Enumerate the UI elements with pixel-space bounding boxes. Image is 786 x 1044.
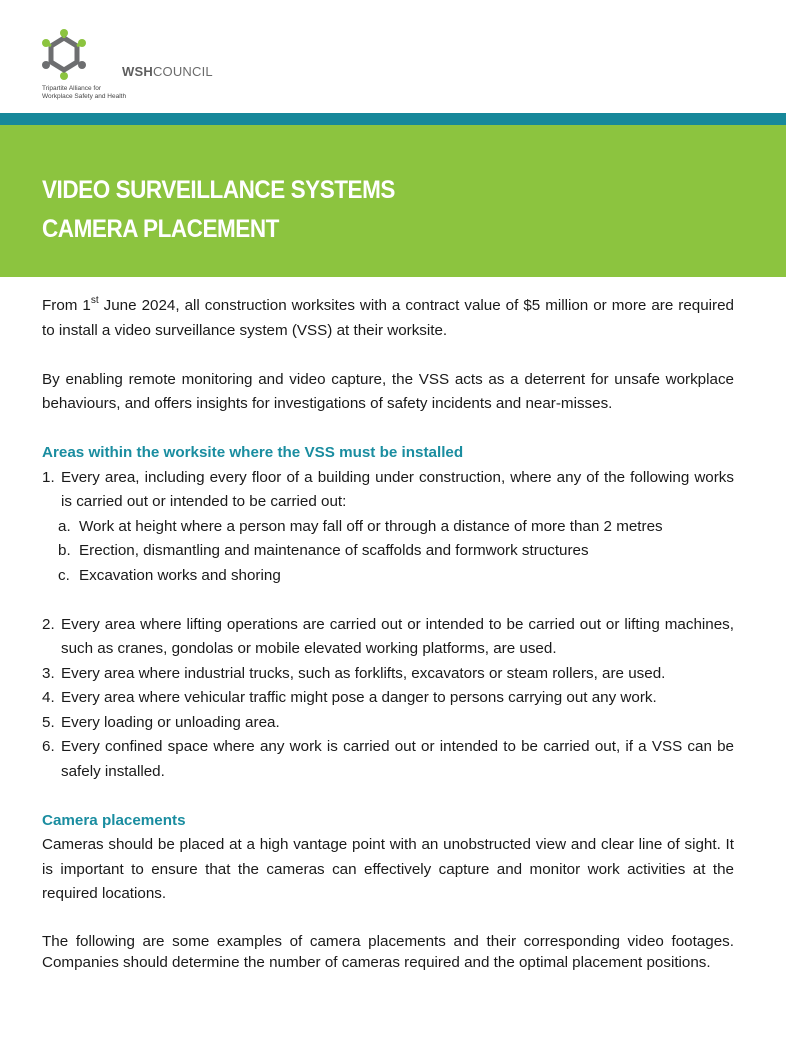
wsh-council-logo bbox=[40, 28, 240, 108]
sub-list-item: b. Erection, dismantling and maintenance of scaffolds and formwork structures bbox=[58, 542, 589, 559]
list-item: 1. Every area, including every floor of a building under construction, where any of the following works is carried out or intended to be carried out: a. Work at height where a person may fall off or through a distance of more than 2 metres b. Erection, dismantling and maintenance of scaffolds and formwork structures c. Excavation works and shoring bbox=[42, 466, 734, 589]
areas-heading: Areas within the worksite where the VSS must be installed bbox=[42, 444, 464, 461]
camera-paragraph-1: Cameras should be placed at a high vantage point with an unobstructed view and clear line of sight. It is important to ensure that the cameras can effectively capture and monitor work activities at the required locations. bbox=[42, 836, 734, 902]
areas-list bbox=[42, 466, 734, 785]
wsh-council-logo-icon bbox=[40, 28, 96, 84]
camera-paragraph-2: The following are some examples of camera placements and their corresponding video footages. Companies should determine the number of cameras required and the optimal placement positions. bbox=[42, 933, 734, 971]
list-item: 5. Every loading or unloading area. bbox=[42, 713, 280, 731]
logo-wordmark: WSHCOUNCIL bbox=[122, 64, 213, 79]
sub-list-item: c. Excavation works and shoring bbox=[58, 566, 281, 584]
list-item: 6. Every confined space where any work is carried out or intended to be carried out, if a VSS can be safely installed. bbox=[42, 738, 734, 780]
sub-list-item: a. Work at height where a person may fall off or through a distance of more than 2 metres bbox=[58, 517, 663, 535]
page-title: VIDEO SURVEILLANCE SYSTEMS CAMERA PLACEMENT bbox=[42, 176, 395, 243]
intro-paragraph-1: From 1st June 2024, all construction worksites with a contract value of $5 million or more are required to install a video surveillance system (VSS) at their worksite. bbox=[42, 294, 734, 339]
list-item: 4. Every area where vehicular traffic might pose a danger to persons carrying out any work. bbox=[42, 689, 657, 706]
intro-paragraph-2: By enabling remote monitoring and video capture, the VSS acts as a deterrent for unsafe workplace behaviours, and offers insights for investigations of safety incidents and near-misses. bbox=[42, 370, 734, 412]
title-banner bbox=[0, 125, 786, 277]
camera-heading: Camera placements bbox=[42, 811, 186, 829]
header-teal-band bbox=[0, 113, 786, 125]
sub-list bbox=[42, 515, 734, 589]
list-item: 2. Every area where lifting operations are carried out or intended to be carried out or lifting machines, such as cranes, gondolas or mobile elevated working platforms, are used. bbox=[42, 615, 734, 657]
document-body bbox=[42, 294, 734, 973]
logo-tagline: Tripartite Alliance for Workplace Safety and Health bbox=[42, 85, 127, 100]
list-item: 3. Every area where industrial trucks, such as forklifts, excavators or steam rollers, are used. bbox=[42, 664, 666, 682]
